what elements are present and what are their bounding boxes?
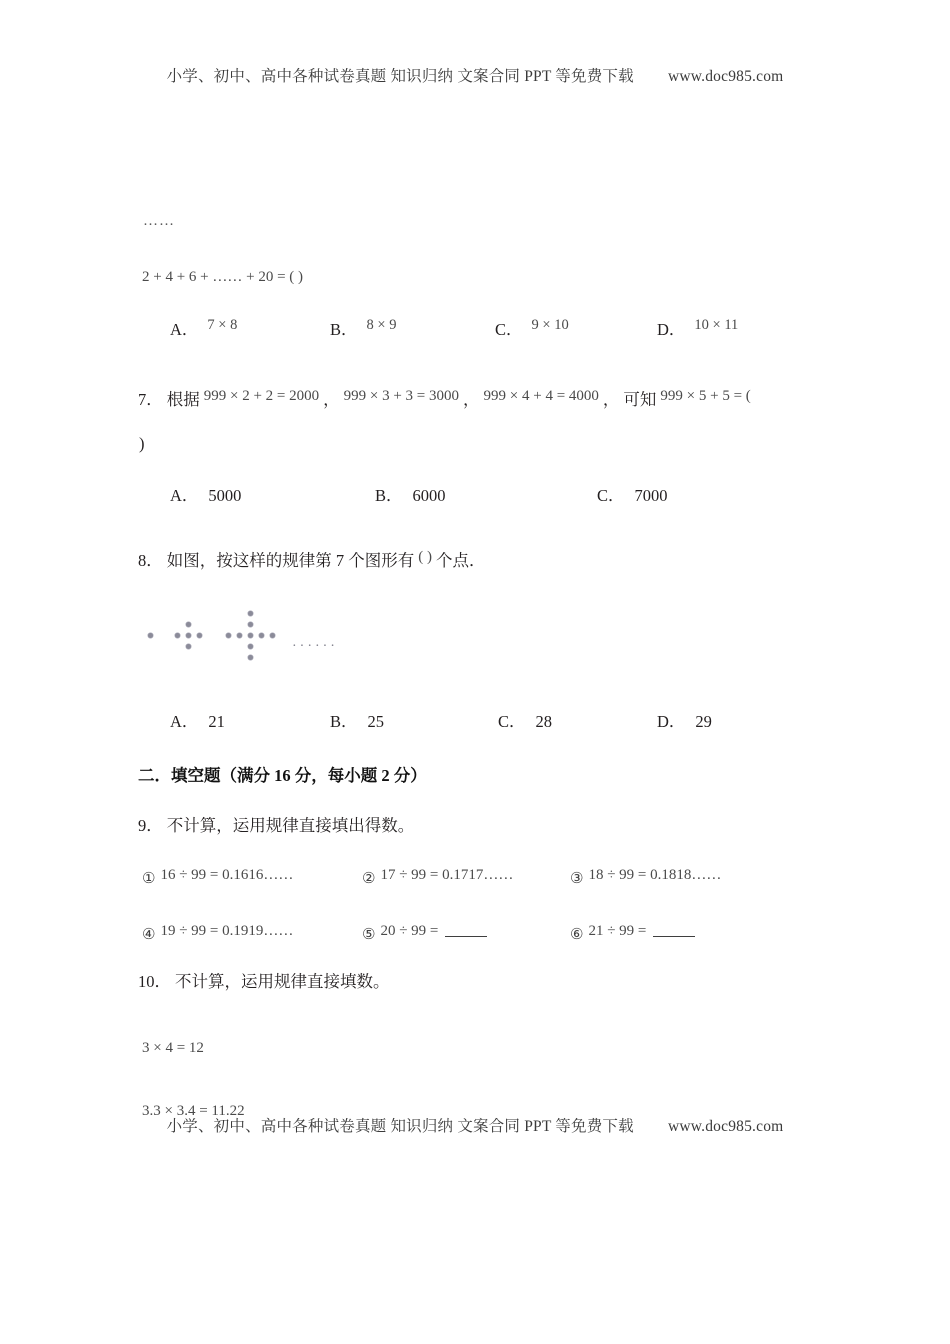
q9-item-1-expr: 16 ÷ 99 = 0.1616…… — [160, 867, 294, 883]
q6-choice-b[interactable] — [330, 317, 397, 339]
q9-item-6 — [570, 923, 695, 943]
pattern-dot — [270, 633, 275, 638]
q6-choice-b-label: B． — [330, 320, 358, 339]
q7-choice-a-value: 5000 — [208, 486, 242, 505]
q7-equation-3: 999 × 4 + 4 = 4000 — [483, 388, 599, 404]
q9-item-6-expr: 21 ÷ 99 = — [588, 923, 647, 939]
pattern-dot — [248, 655, 253, 660]
q8-choice-a[interactable] — [170, 714, 225, 731]
q6-choice-a-value: 7 × 8 — [207, 317, 238, 333]
q10-number: 10． — [138, 972, 171, 991]
q8-answer-paren: ( ) — [418, 549, 432, 565]
pattern-dot — [259, 633, 264, 638]
pattern-dot — [248, 622, 253, 627]
header-watermark — [0, 64, 950, 86]
q9-item-4-expr: 19 ÷ 99 = 0.1919…… — [160, 923, 294, 939]
q9-item-5-marker: ⑤ — [362, 925, 376, 943]
q8-choice-b-value: 25 — [367, 712, 385, 731]
q9-stem-text: 不计算，运用规律直接填出得数。 — [166, 816, 415, 835]
pattern-dot — [148, 633, 153, 638]
q7-choice-b-value: 6000 — [412, 486, 446, 505]
q6-choice-d-value: 10 × 11 — [694, 317, 739, 333]
q7-choice-c-label: C． — [597, 486, 625, 505]
footer-watermark-cn: 小学、初中、高中各种试卷真题 知识归纳 文案合同 PPT 等免费下载 — [166, 1118, 634, 1135]
q7-choice-a[interactable] — [170, 488, 241, 505]
q6-choice-c-label: C． — [495, 320, 523, 339]
q9-item-2 — [362, 867, 514, 887]
q10-stem-text: 不计算，运用规律直接填数。 — [175, 972, 390, 991]
q7-equation-1: 999 × 2 + 2 = 2000 — [203, 388, 320, 404]
q9-item-3-marker: ③ — [570, 869, 584, 887]
q6-choice-a[interactable] — [170, 317, 238, 339]
pattern-dot — [226, 633, 231, 638]
pattern-dot — [248, 611, 253, 616]
q9-item-5-expr: 20 ÷ 99 = — [380, 923, 439, 939]
pattern-dot — [186, 633, 191, 638]
q8-choice-d[interactable] — [657, 714, 712, 731]
q7-choice-c-value: 7000 — [634, 486, 668, 505]
q8-choice-b[interactable] — [330, 714, 384, 731]
q9-number: 9． — [138, 816, 163, 835]
header-watermark-url: www.doc985.com — [667, 68, 784, 85]
q7-number: 7． — [138, 390, 163, 409]
pattern-dot — [186, 644, 191, 649]
q8-choice-c-label: C． — [498, 712, 526, 731]
pattern-dot — [186, 622, 191, 627]
q8-choice-c-value: 28 — [535, 712, 553, 731]
q6-choice-c[interactable] — [495, 317, 569, 339]
q7-close-paren: ) — [139, 434, 145, 453]
pattern-dot — [248, 644, 253, 649]
q6-choice-d-label: D． — [657, 320, 686, 339]
q6-choice-c-value: 9 × 10 — [531, 317, 569, 333]
figure-trailing-ellipsis: ······ — [292, 639, 338, 654]
q8-choice-a-value: 21 — [208, 712, 225, 731]
q8-choice-d-label: D． — [657, 712, 686, 731]
q6-choice-a-label: A． — [170, 320, 199, 339]
pattern-dot — [197, 633, 202, 638]
q9-item-3-expr: 18 ÷ 99 = 0.1818…… — [588, 867, 722, 883]
q9-item-3 — [570, 867, 722, 887]
q8-choice-a-label: A． — [170, 712, 199, 731]
q7-choice-b-label: B． — [375, 486, 403, 505]
q7-choice-c[interactable] — [597, 488, 668, 505]
q9-item-1-marker: ① — [142, 869, 156, 887]
q9-item-2-marker: ② — [362, 869, 376, 887]
q7-separator-2: ， — [463, 390, 480, 409]
q7-equation-4: 999 × 5 + 5 = ( — [660, 388, 751, 404]
q9-item-4-marker: ④ — [142, 925, 156, 943]
footer-watermark — [0, 1114, 950, 1136]
pattern-dot — [248, 633, 253, 638]
q7-lead: 根据 — [166, 390, 200, 409]
q9-item-5-answer-blank[interactable] — [445, 936, 487, 937]
q9-stem — [138, 818, 414, 835]
q7-choice-a-label: A． — [170, 486, 199, 505]
q10-equation-2: 3.3 × 3.4 = 11.22 — [142, 1103, 245, 1119]
q8-choice-c[interactable] — [498, 714, 552, 731]
q9-item-2-expr: 17 ÷ 99 = 0.1717…… — [380, 867, 514, 883]
q6-stem: 2 + 4 + 6 + …… + 20 = ( ) — [142, 269, 304, 285]
q7-separator-1: ， — [323, 390, 340, 409]
q9-item-4 — [142, 923, 294, 943]
q6-ellipsis: …… — [143, 213, 175, 229]
dot-pattern-figure — [138, 600, 398, 662]
q6-choice-d[interactable] — [657, 317, 739, 339]
q8-number: 8． — [138, 551, 163, 570]
q7-mid-text: 可知 — [623, 390, 657, 409]
q9-item-5 — [362, 923, 487, 943]
q8-choice-b-label: B． — [330, 712, 358, 731]
q9-item-6-answer-blank[interactable] — [653, 936, 695, 937]
q7-stem — [138, 388, 751, 409]
q7-equation-2: 999 × 3 + 3 = 3000 — [343, 388, 460, 404]
q8-choice-d-value: 29 — [695, 712, 712, 731]
q6-choice-b-value: 8 × 9 — [366, 317, 397, 333]
q8-stem-after: 个点． — [436, 551, 486, 570]
header-watermark-cn: 小学、初中、高中各种试卷真题 知识归纳 文案合同 PPT 等免费下载 — [166, 68, 634, 85]
q10-equation-1: 3 × 4 = 12 — [142, 1040, 204, 1056]
pattern-dot — [237, 633, 242, 638]
q8-stem-before: 如图，按这样的规律第 7 个图形有 — [166, 551, 415, 570]
q7-separator-3: ， — [602, 390, 620, 409]
pattern-dot — [175, 633, 180, 638]
q9-item-6-marker: ⑥ — [570, 925, 584, 943]
section-two-heading: 二．填空题（满分 16 分，每小题 2 分） — [138, 766, 427, 785]
q7-choice-b[interactable] — [375, 488, 446, 505]
q9-item-1 — [142, 867, 294, 887]
footer-watermark-url: www.doc985.com — [667, 1118, 784, 1135]
q8-stem — [138, 549, 486, 570]
q10-stem — [138, 974, 390, 991]
